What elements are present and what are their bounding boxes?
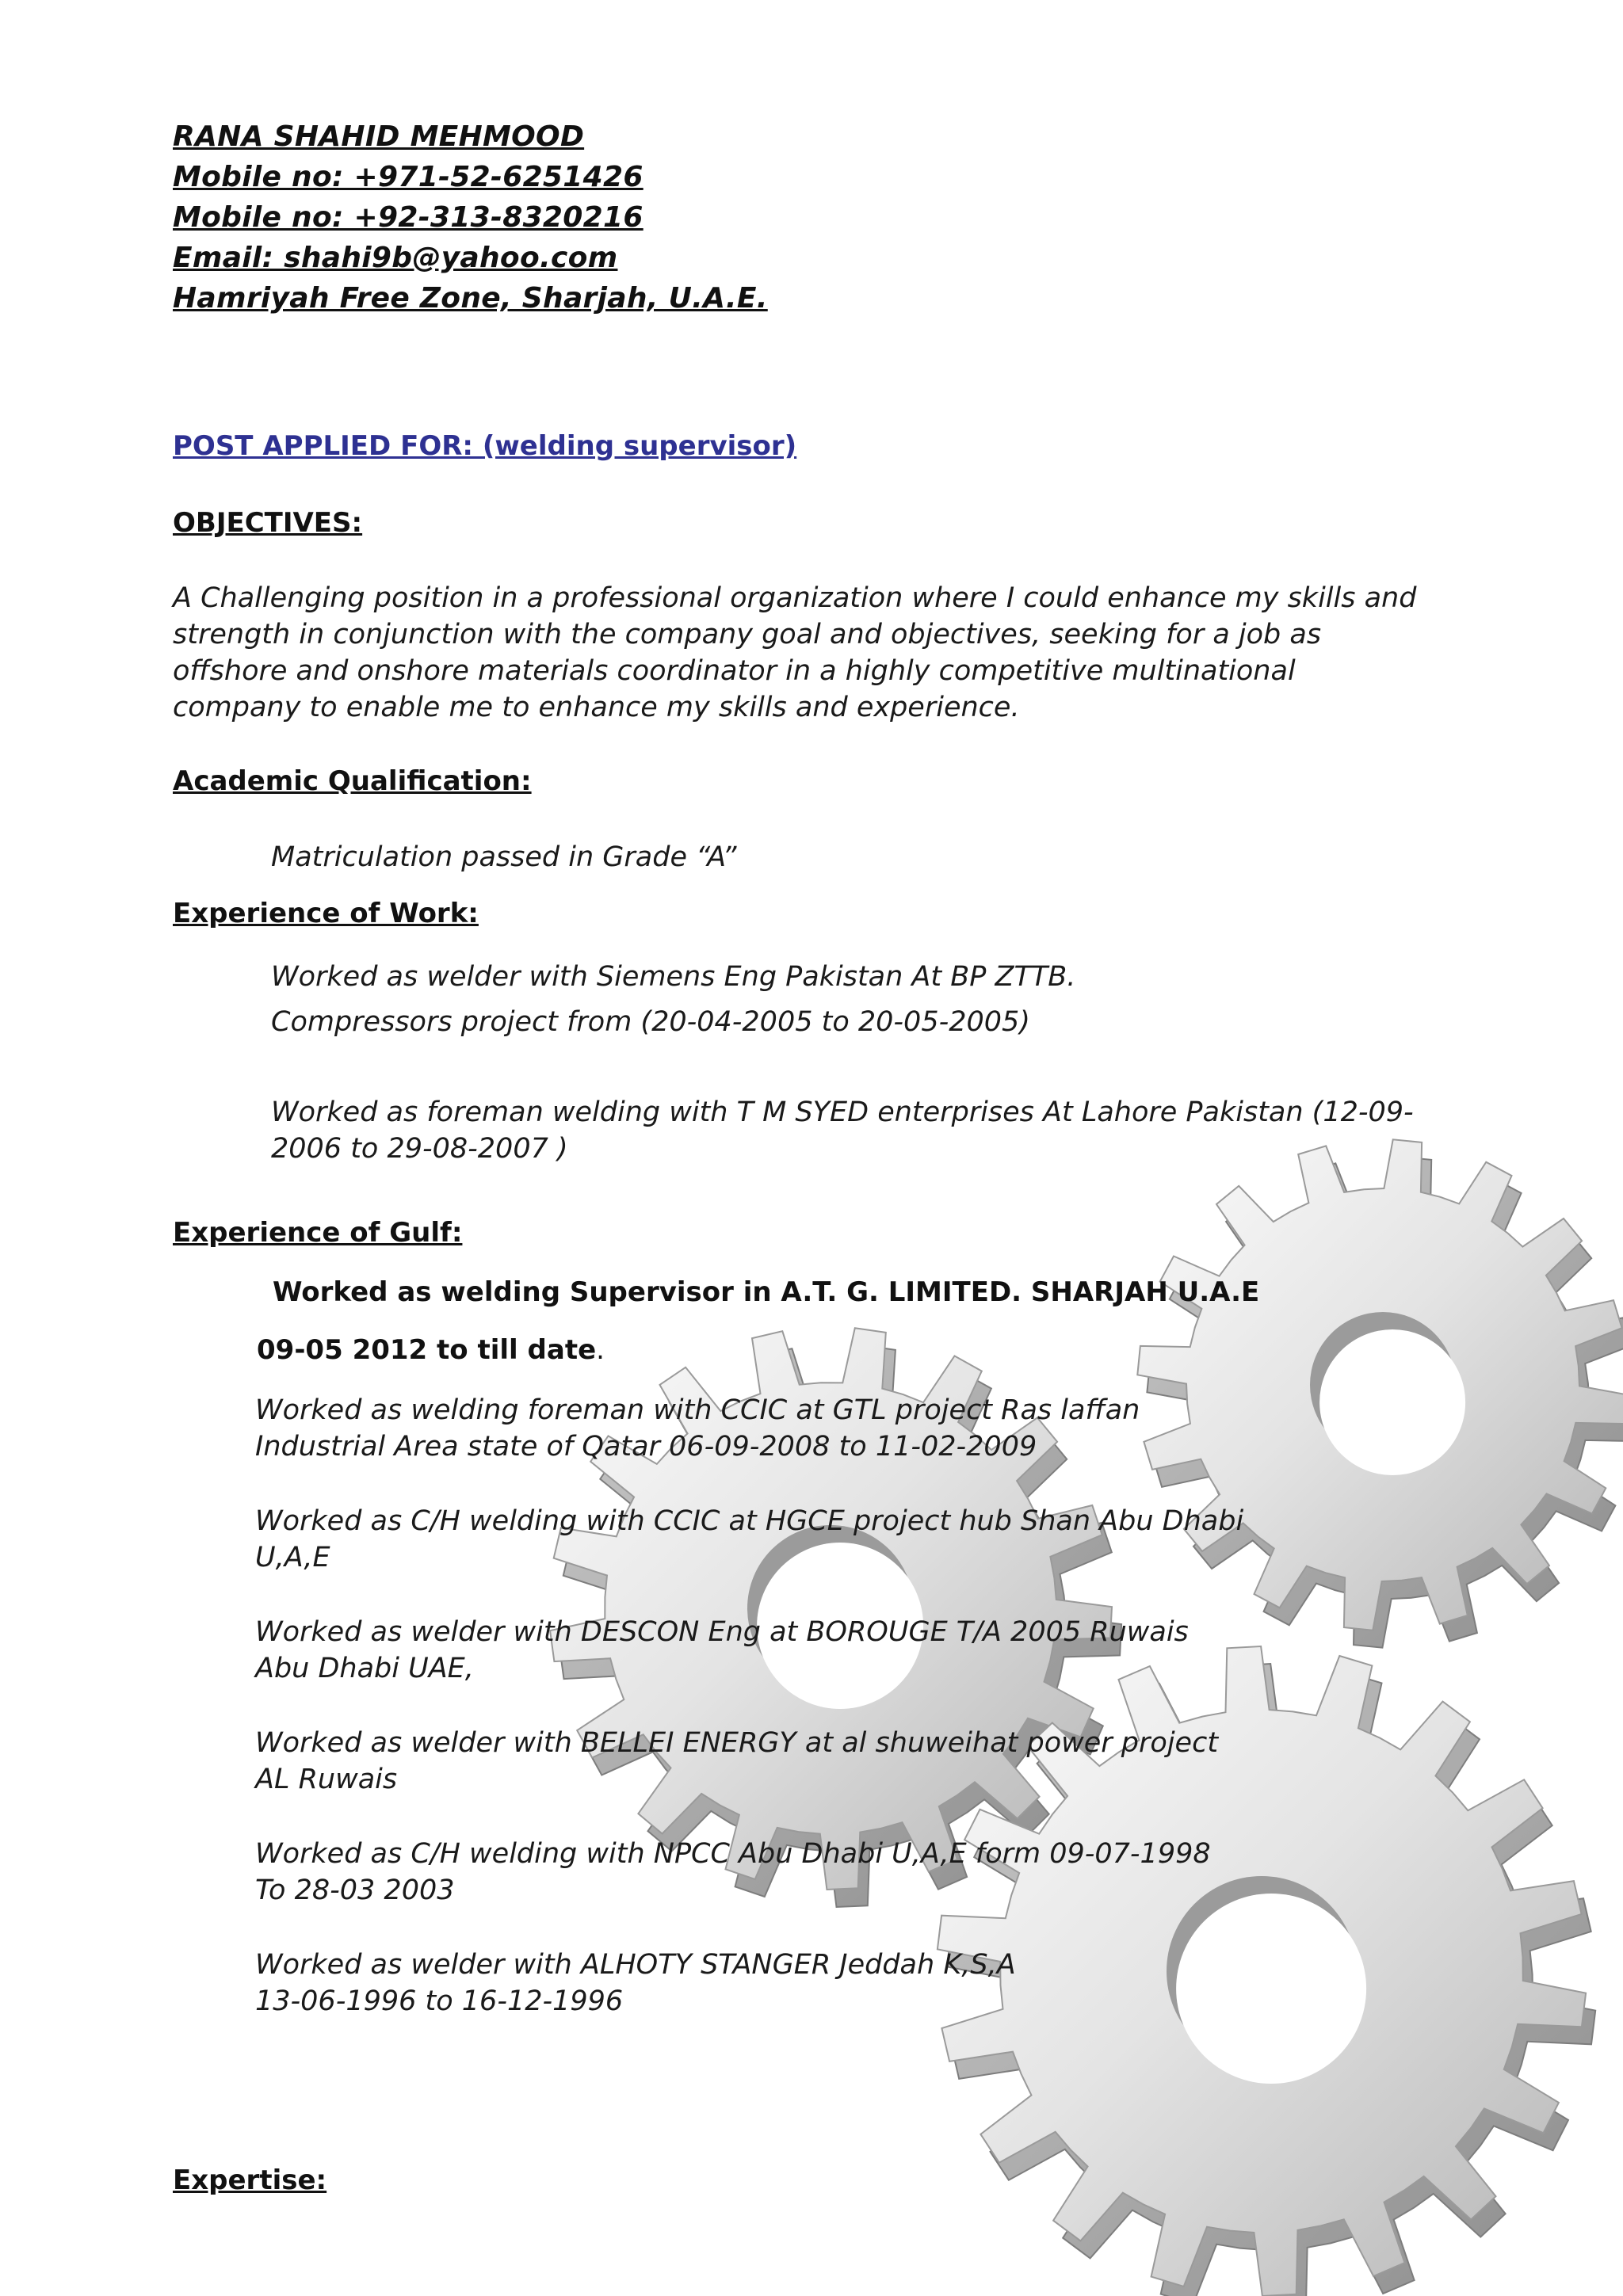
gulf-entry-line: U,A,E — [255, 1542, 330, 1573]
email-address: Email: shahi9b@yahoo.com — [173, 242, 618, 274]
gulf-experience-heading: Experience of Gulf: — [173, 1217, 463, 1249]
objectives-heading: OBJECTIVES: — [173, 507, 363, 539]
objectives-line: offshore and onshore materials coordinator in a highly competitive multinational — [173, 655, 1296, 687]
current-role-date: 09-05 2012 to till date. — [257, 1334, 605, 1366]
objectives-text — [173, 580, 1416, 726]
postal-address: Hamriyah Free Zone, Sharjah, U.A.E. — [173, 282, 768, 315]
gulf-entry-line: Industrial Area state of Qatar 06-09-2008 to 11-02-2009 — [255, 1431, 1037, 1463]
gulf-entry — [255, 1503, 1243, 1576]
gulf-entry — [255, 1836, 1211, 1909]
post-applied-heading: POST APPLIED FOR: (welding supervisor) — [173, 430, 797, 462]
objectives-line: strength in conjunction with the company goal and objectives, seeking for a job as — [173, 619, 1322, 650]
gulf-entry-line: AL Ruwais — [255, 1764, 398, 1795]
gulf-entry-line: 13-06-1996 to 16-12-1996 — [255, 1985, 624, 2017]
gulf-entry — [255, 1614, 1189, 1687]
work-entry-line: Compressors project from (20-04-2005 to 20-05-2005) — [271, 1006, 1030, 1038]
work-entry-line: 2006 to 29-08-2007 ) — [271, 1133, 568, 1165]
work-entry-line: Worked as welder with Siemens Eng Pakistan At BP ZTTB. — [271, 961, 1076, 993]
expertise-heading: Expertise: — [173, 2164, 327, 2196]
gulf-entry-line: Worked as C/H welding with NPCC Abu Dhabi U,A,E form 09-07-1998 — [255, 1838, 1211, 1870]
gulf-entry — [255, 1392, 1140, 1465]
academic-text: Matriculation passed in Grade “A” — [271, 841, 737, 873]
gulf-entry — [255, 1725, 1218, 1798]
gulf-entry — [255, 1947, 1016, 2019]
gulf-entry-line: To 28-03 2003 — [255, 1875, 455, 1906]
candidate-name: RANA SHAHID MEHMOOD — [173, 120, 585, 153]
gulf-entry-line: Abu Dhabi UAE, — [255, 1653, 474, 1684]
gulf-entry-line: Worked as welder with ALHOTY STANGER Jeddah K,S,A — [255, 1949, 1016, 1981]
objectives-line: company to enable me to enhance my skills and experience. — [173, 692, 1020, 723]
work-entry — [271, 1094, 1414, 1167]
gulf-entry-line: Worked as C/H welding with CCIC at HGCE project hub Shan Abu Dhabi — [255, 1505, 1244, 1537]
mobile-pakistan: Mobile no: +92-313-8320216 — [173, 201, 643, 234]
gulf-entry-line: Worked as welder with BELLEI ENERGY at al shuweihat power project — [255, 1727, 1219, 1759]
objectives-line: A Challenging position in a professional organization where I could enhance my skills and — [173, 582, 1417, 614]
gulf-entry-line: Worked as welder with DESCON Eng at BOROUGE T/A 2005 Ruwais — [255, 1616, 1189, 1648]
work-experience-heading: Experience of Work: — [173, 898, 479, 929]
academic-heading: Academic Qualification: — [173, 765, 532, 797]
work-entry-line: Worked as foreman welding with T M SYED enterprises At Lahore Pakistan (12-09- — [271, 1097, 1414, 1128]
current-role: Worked as welding Supervisor in A.T. G. LIMITED. SHARJAH U.A.E — [273, 1276, 1260, 1308]
mobile-uae: Mobile no: +971-52-6251426 — [173, 161, 643, 193]
gulf-entry-line: Worked as welding foreman with CCIC at GTL project Ras laffan — [255, 1394, 1140, 1426]
